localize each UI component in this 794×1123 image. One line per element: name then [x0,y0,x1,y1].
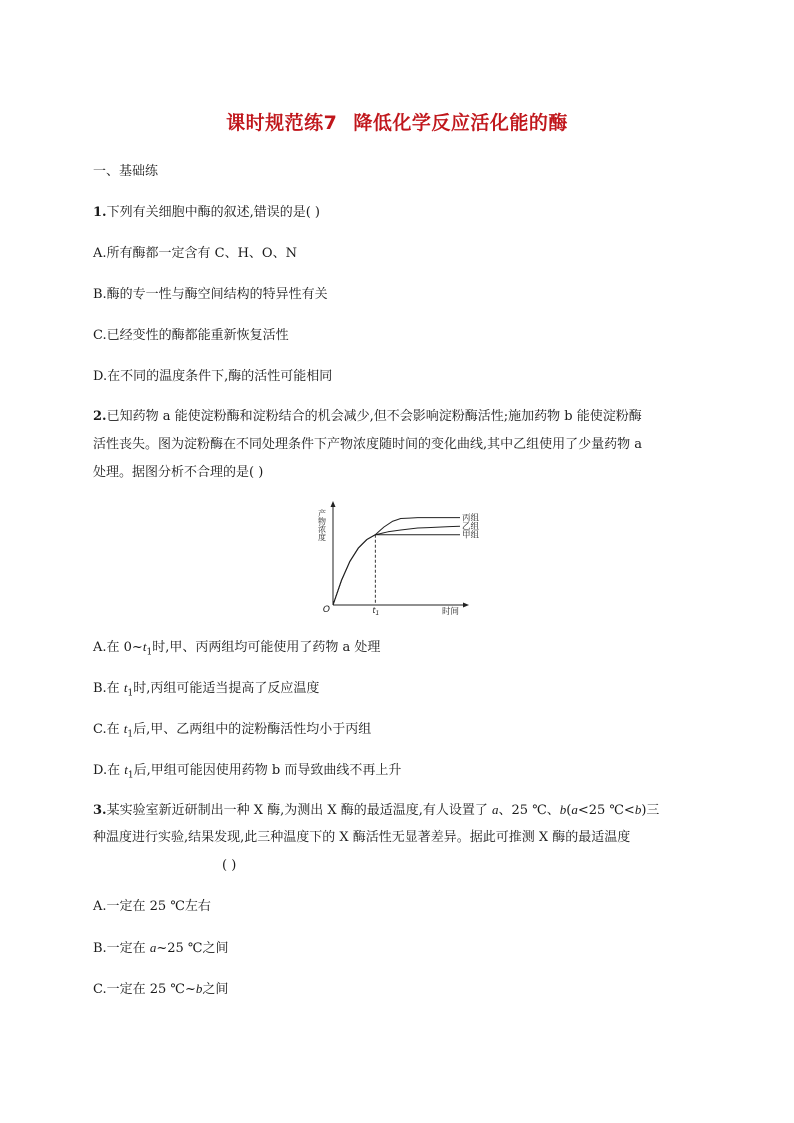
q1-stem-text: 下列有关细胞中酶的叙述,错误的是( ) [106,205,320,220]
q2-option-d[interactable]: D.在 $t_1$后,甲组可能因使用药物 b 而导致曲线不再上升 [93,762,402,781]
series-label-2: 乙组 [462,522,480,533]
chart-axes [331,501,470,608]
q1-option-d[interactable]: D.在不同的温度条件下,酶的活性可能相同 [93,369,333,384]
page-title [0,108,794,135]
q2-stem-line-1 [93,408,642,426]
product-concentration-chart [310,495,480,620]
q2-stem-line-2: 活性丧失。图为淀粉酶在不同处理条件下产物浓度随时间的变化曲线,其中乙组使用了少量药物 a [93,437,643,452]
q2-option-c[interactable]: C.在 $t_1$后,甲、乙两组中的淀粉酶活性均小于丙组 [93,721,372,740]
q1-stem [93,204,320,222]
y-axis-label: 产物浓度 [317,509,327,541]
q1-number: 1. [93,205,107,220]
q2-option-a[interactable]: A.在 $0\sim t_1$时,甲、丙两组均可能使用了药物 a 处理 [93,639,381,658]
series-label-1: 丙组 [462,513,480,524]
q2-option-b[interactable]: B.在 $t_1$时,丙组可能适当提高了反应温度 [93,680,320,699]
series-line-2 [333,526,460,605]
series-label-3: 甲组 [462,530,480,541]
title-part-b: 降低化学反应活化能的酶 [353,112,568,134]
q3-stem-line-1: 3.某实验室新近研制出一种 X 酶,为测出 X 酶的最适温度,有人设置了 a、25 ℃、b(a<25 ℃<b)三 [93,802,660,818]
x-axis-arrow [463,603,469,608]
x-axis-label: 时间 [442,607,460,617]
section-heading: 一、基础练 [93,164,159,179]
y-axis-arrow [331,501,336,507]
q3-answer-bracket: ( ) [222,858,237,873]
q1-option-a[interactable]: A.所有酶都一定含有 C、H、O、N [93,246,297,261]
q3-option-c[interactable]: C.一定在 25 ℃~b之间 [93,981,229,997]
t1-tick-label: $t_1$ [372,606,380,617]
q3-number: 3. [93,803,107,818]
q3-option-a[interactable]: A.一定在 25 ℃左右 [93,899,211,914]
q3-option-b[interactable]: B.一定在 a~25 ℃之间 [93,940,229,956]
chart-series [333,514,480,605]
series-line-3 [333,535,460,605]
origin-label: O [322,605,330,615]
q1-option-c[interactable]: C.已经变性的酶都能重新恢复活性 [93,328,289,343]
q2-number: 2. [93,409,107,424]
q1-option-b[interactable]: B.酶的专一性与酶空间结构的特异性有关 [93,287,328,302]
q2-stem-line-3: 处理。据图分析不合理的是( ) [93,465,264,480]
q2-stem-text-1: 已知药物 a 能使淀粉酶和淀粉结合的机会减少,但不会影响淀粉酶活性;施加药物 b 能使淀粉酶 [106,409,642,424]
q3-stem-line-2: 种温度进行实验,结果发现,此三种温度下的 X 酶活性无显著差异。据此可推测 X 酶的最适温度 [93,830,631,845]
title-part-a: 课时规范练7 [226,112,338,134]
